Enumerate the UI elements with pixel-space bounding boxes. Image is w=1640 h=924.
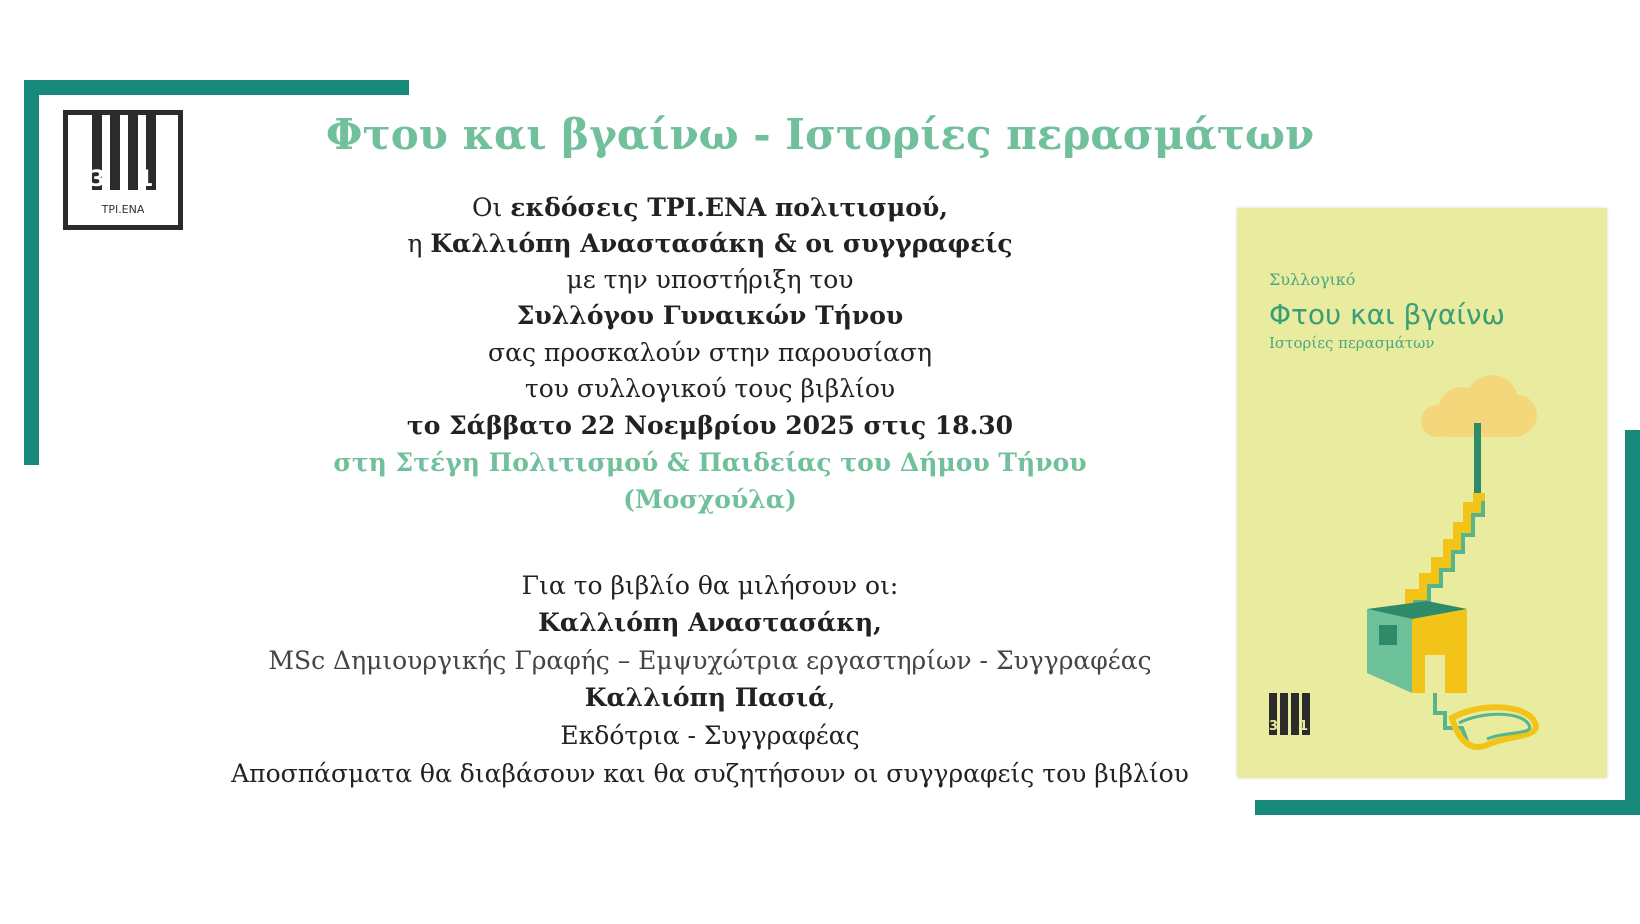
frame-top-left-vertical xyxy=(24,80,39,465)
frame-bottom-right-vertical xyxy=(1625,430,1640,815)
speaker-2: Καλλιόπη Πασιά, xyxy=(584,683,836,712)
speaker-1-role: MSc Δημιουργικής Γραφής – Εμψυχώτρια εργαστηρίων - Συγγραφέας xyxy=(268,646,1152,675)
invite-line-publisher: Οι εκδόσεις ΤΡΙ.ΕΝΑ πολιτισμού, xyxy=(472,193,948,222)
speaker-2-name: Καλλιόπη Πασιά xyxy=(584,683,828,712)
event-venue-area: (Μοσχούλα) xyxy=(623,485,797,514)
logo-brand-text: ΤΡΙ.ΕΝΑ xyxy=(101,203,145,216)
frame-top-left-horizontal xyxy=(24,80,409,95)
event-venue: στη Στέγη Πολιτισμού & Παιδείας του Δήμου Τήνου xyxy=(333,448,1087,477)
invite-line-support: με την υποστήριξη του xyxy=(566,265,854,294)
book-logo-digit-right: 1 xyxy=(1299,719,1309,734)
invite-line-authors: η Καλλιόπη Αναστασάκη & οι συγγραφείς xyxy=(407,229,1013,258)
event-date: το Σάββατο 22 Νοεμβρίου 2025 στις 18.30 xyxy=(406,411,1014,440)
book-publisher-logo xyxy=(1269,693,1309,735)
book-cover xyxy=(1237,208,1607,778)
frame-bottom-right-horizontal xyxy=(1255,800,1640,815)
invite-line-invitation: σας προσκαλούν στην παρουσίαση xyxy=(488,338,932,367)
speakers-intro: Για το βιβλίο θα μιλήσουν οι: xyxy=(521,571,899,600)
book-subtitle: Ιστορίες περασμάτων xyxy=(1269,334,1435,352)
invite-line-book: του συλλογικού τους βιβλίου xyxy=(524,374,896,403)
book-author: Συλλογικό xyxy=(1269,270,1356,289)
event-title: Φτου και βγαίνω - Ιστορίες περασμάτων xyxy=(325,110,1315,159)
logo-digit-left: 3 xyxy=(90,167,106,192)
speaker-1-name: Καλλιόπη Αναστασάκη, xyxy=(538,608,882,637)
book-illustration xyxy=(1367,373,1567,753)
closing-line: Αποσπάσματα θα διαβάσουν και θα συζητήσουν οι συγγραφείς του βιβλίου xyxy=(231,759,1189,788)
speaker-2-role: Εκδότρια - Συγγραφέας xyxy=(560,721,860,750)
logo-digit-right: 1 xyxy=(138,167,154,192)
book-logo-digit-left: 3 xyxy=(1269,719,1279,734)
book-title: Φτου και βγαίνω xyxy=(1269,298,1505,331)
invite-line-association: Συλλόγου Γυναικών Τήνου xyxy=(516,301,904,330)
